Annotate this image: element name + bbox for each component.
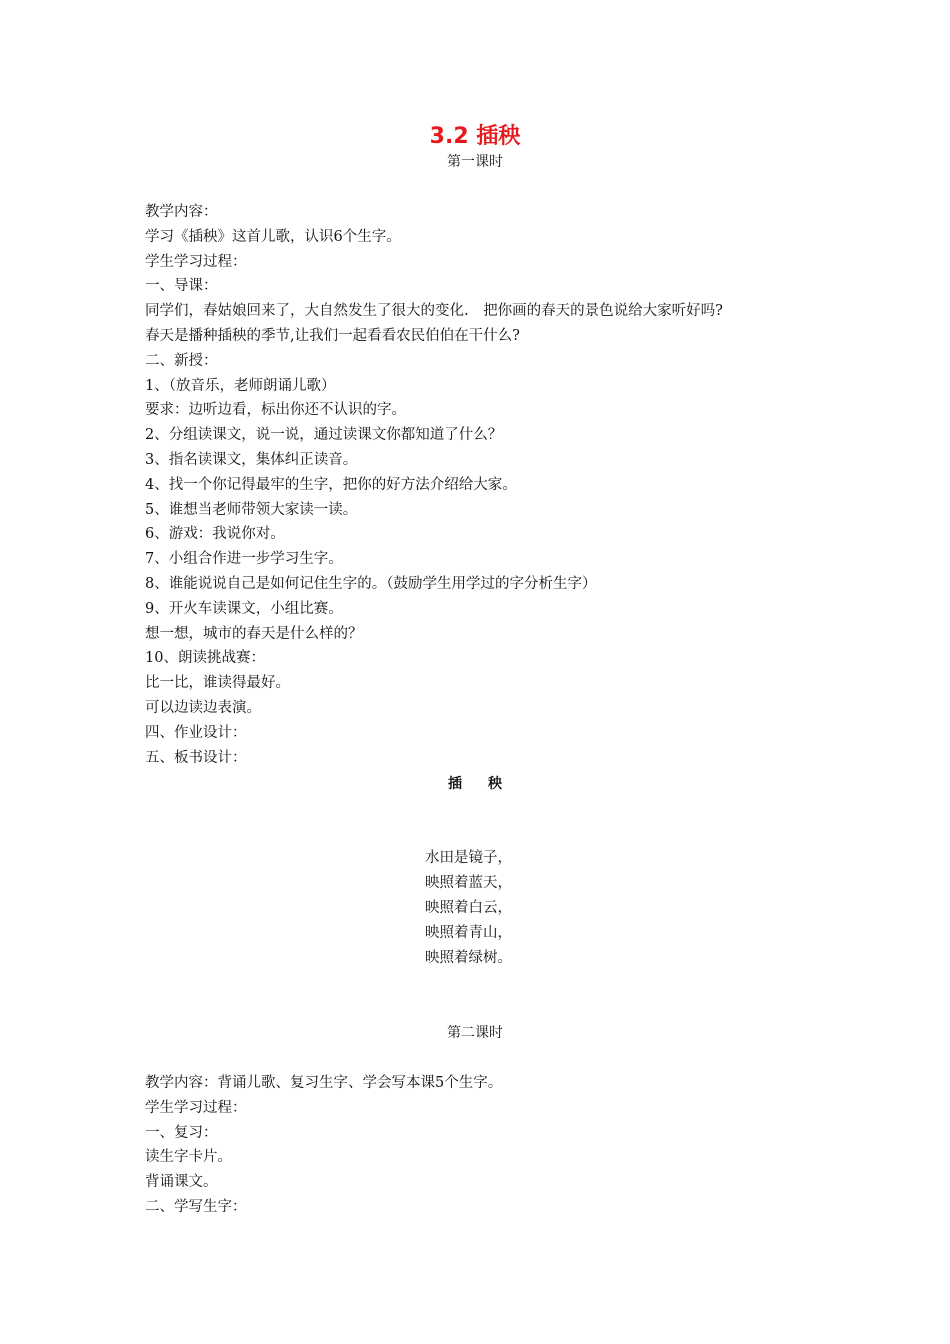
- lesson1-body: [145, 200, 845, 770]
- board-title-char2: 秧: [488, 776, 502, 792]
- lesson2-text-line: 一、复习：: [145, 1124, 218, 1141]
- lesson1-heading: 第一课时: [447, 154, 503, 170]
- lesson2-text-line: 背诵课文。: [145, 1174, 218, 1191]
- lesson1-text-line: 四、作业设计：: [145, 724, 247, 741]
- lesson1-text-line: 2、分组读课文，说一说，通过读课文你都知道了什么？: [145, 427, 503, 444]
- lesson2-text-line: 教学内容：背诵儿歌、复习生字、学会写本课5个生字。: [145, 1075, 503, 1091]
- lesson1-text-line: 1、（放音乐，老师朗诵儿歌）: [145, 377, 336, 394]
- poem-line: 映照着绿树。: [425, 950, 512, 966]
- board-poem: [425, 846, 512, 971]
- board-title-char1: 插: [448, 776, 462, 792]
- lesson1-text-line: 学生学习过程：: [145, 253, 247, 270]
- lesson2-heading: 第二课时: [447, 1025, 503, 1041]
- lesson1-text-line: 二、新授：: [145, 352, 218, 369]
- lesson1-text-line: 春天是播种插秧的季节,让我们一起看看农民伯伯在干什么?: [145, 327, 520, 344]
- document-title: 3.2 插秧: [429, 124, 521, 149]
- poem-line: 映照着青山，: [425, 925, 512, 941]
- lesson1-text-line: 8、谁能说说自己是如何记住生字的。（鼓励学生用学过的字分析生字）: [145, 575, 597, 592]
- lesson1-text-line: 10、朗读挑战赛：: [145, 650, 265, 667]
- lesson1-text-line: 同学们，春姑娘回来了，大自然发生了很大的变化. 把你画的春天的景色说给大家听好吗?: [145, 303, 723, 320]
- lesson1-text-line: 教学内容：: [145, 204, 218, 220]
- lesson1-text-line: 一、导课：: [145, 278, 218, 295]
- poem-line: 映照着蓝天，: [425, 875, 512, 891]
- lesson1-text-line: 6、游戏：我说你对。: [145, 526, 285, 543]
- lesson1-text-line: 五、板书设计：: [145, 749, 247, 766]
- lesson2-text-line: 学生学习过程：: [145, 1099, 247, 1116]
- poem-line: 映照着白云，: [425, 900, 512, 916]
- lesson1-text-line: 3、指名读课文，集体纠正读音。: [145, 451, 358, 468]
- lesson1-text-line: 要求：边听边看，标出你还不认识的字。: [145, 402, 406, 419]
- lesson1-text-line: 学习《插秧》这首儿歌，认识6个生字。: [145, 228, 401, 245]
- board-title: [0, 774, 950, 794]
- poem-line: 水田是镜子，: [425, 850, 512, 866]
- lesson1-text-line: 想一想，城市的春天是什么样的？: [145, 625, 363, 642]
- lesson1-text-line: 7、小组合作进一步学习生字。: [145, 551, 343, 568]
- lesson2-body: [145, 1071, 845, 1220]
- lesson1-text-line: 5、谁想当老师带领大家读一读。: [145, 501, 358, 518]
- lesson1-text-line: 4、找一个你记得最牢的生字，把你的好方法介绍给大家。: [145, 476, 517, 493]
- lesson1-text-line: 比一比，谁读得最好。: [145, 675, 290, 692]
- lesson1-text-line: 9、开火车读课文，小组比赛。: [145, 600, 343, 617]
- lesson1-text-line: 可以边读边表演。: [145, 699, 261, 716]
- lesson2-text-line: 二、学写生字：: [145, 1198, 247, 1215]
- lesson2-text-line: 读生字卡片。: [145, 1149, 232, 1166]
